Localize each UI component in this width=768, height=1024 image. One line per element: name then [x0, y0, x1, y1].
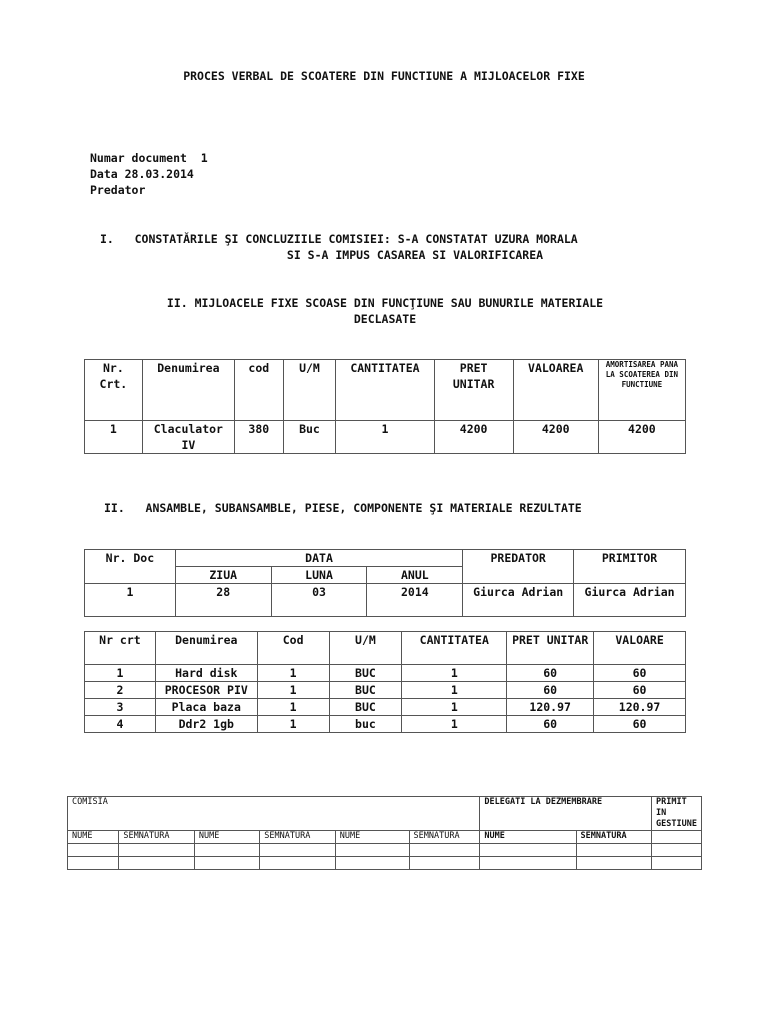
cell-cantitatea: 1 — [402, 699, 507, 716]
semnatura-label: SEMNATURA — [576, 831, 652, 844]
cell-cod: 380 — [234, 421, 283, 454]
table-row — [85, 699, 686, 716]
cell-predator: Giurca Adrian — [463, 584, 574, 617]
cell-valoare: 60 — [594, 682, 686, 699]
empty-cell — [409, 857, 480, 870]
empty-cell — [68, 844, 119, 857]
document-meta — [90, 150, 208, 198]
header-um: U/M — [329, 632, 402, 665]
nume-label: NUME — [68, 831, 119, 844]
empty-cell — [652, 844, 702, 857]
header-anul: ANUL — [367, 567, 463, 584]
cell-nr: 2 — [85, 682, 156, 699]
cell-pret: 60 — [507, 665, 594, 682]
cell-um: BUC — [329, 682, 402, 699]
table-row — [85, 665, 686, 682]
cell-anul: 2014 — [367, 584, 463, 617]
header-predator: PREDATOR — [463, 550, 574, 584]
cell-um: buc — [329, 716, 402, 733]
header-data: DATA — [175, 550, 462, 567]
cell-primitor: Giurca Adrian — [574, 584, 686, 617]
header-valoarea: VALOAREA — [513, 360, 598, 421]
cell-nr: 3 — [85, 699, 156, 716]
nume-label: NUME — [335, 831, 409, 844]
semnatura-label: SEMNATURA — [260, 831, 336, 844]
empty-cell — [480, 857, 576, 870]
table-row — [85, 421, 686, 454]
section-3-heading: II. ANSAMBLE, SUBANSAMBLE, PIESE, COMPONENTE ŞI MATERIALE REZULTATE — [104, 501, 582, 515]
cell-cantitatea: 1 — [402, 716, 507, 733]
cell-valoare: 60 — [594, 665, 686, 682]
header-pret-unitar: PRET UNITAR — [434, 360, 513, 421]
header-primitor: PRIMITOR — [574, 550, 686, 584]
document-number: Numar document 1 — [90, 151, 208, 165]
empty-cell — [576, 857, 652, 870]
empty-cell — [119, 857, 195, 870]
section-1-line-1: I. CONSTATĂRILE ŞI CONCLUZIILE COMISIEI: S-A CONSTATAT UZURA MORALA — [100, 232, 578, 246]
section-2-line-2: DECLASATE — [353, 312, 417, 326]
cell-luna: 03 — [271, 584, 367, 617]
table-row — [85, 584, 686, 617]
header-cod: Cod — [257, 632, 329, 665]
empty-cell — [480, 844, 576, 857]
empty-cell — [260, 857, 336, 870]
delegati-label: DELEGATI LA DEZMEMBRARE — [480, 797, 652, 831]
empty-cell — [409, 844, 480, 857]
cell-valoare: 120.97 — [594, 699, 686, 716]
header-valoare: VALOARE — [594, 632, 686, 665]
components-table — [84, 631, 686, 733]
cell-cod: 1 — [257, 699, 329, 716]
cell-denumirea: Ddr2 1gb — [155, 716, 257, 733]
header-luna: LUNA — [271, 567, 367, 584]
commission-signature-table — [67, 796, 702, 870]
empty-cell — [119, 844, 195, 857]
nume-label: NUME — [480, 831, 576, 844]
cell-pret: 4200 — [434, 421, 513, 454]
empty-cell — [652, 857, 702, 870]
fixed-assets-table — [84, 359, 686, 454]
table-row — [85, 716, 686, 733]
signature-row — [68, 857, 702, 870]
empty-cell — [335, 857, 409, 870]
cell-cod: 1 — [257, 682, 329, 699]
cell-cantitatea: 1 — [336, 421, 434, 454]
header-amortisarea: AMORTISAREA PANA LA SCOATEREA DIN FUNCTIUNE — [598, 360, 685, 421]
empty-cell — [194, 844, 259, 857]
cell-um: BUC — [329, 699, 402, 716]
cell-nr: 1 — [85, 665, 156, 682]
cell-denumirea: Claculator IV — [142, 421, 234, 454]
nume-label: NUME — [194, 831, 259, 844]
semnatura-label: SEMNATURA — [119, 831, 195, 844]
cell-cod: 1 — [257, 665, 329, 682]
cell-denumirea: PROCESOR PIV — [155, 682, 257, 699]
header-um: U/M — [283, 360, 336, 421]
document-date: Data 28.03.2014 — [90, 167, 194, 181]
header-nr-crt: Nr. Crt. — [85, 360, 143, 421]
header-denumirea: Denumirea — [155, 632, 257, 665]
cell-valoarea: 4200 — [513, 421, 598, 454]
table-row — [85, 682, 686, 699]
section-1-heading — [100, 231, 700, 263]
semnatura-label: SEMNATURA — [409, 831, 480, 844]
empty-cell — [260, 844, 336, 857]
predator-label: Predator — [90, 183, 146, 197]
header-nr-crt: Nr crt — [85, 632, 156, 665]
cell-um: BUC — [329, 665, 402, 682]
cell-pret: 60 — [507, 682, 594, 699]
cell-nr: 1 — [85, 421, 143, 454]
header-ziua: ZIUA — [175, 567, 271, 584]
header-pret-unitar: PRET UNITAR — [507, 632, 594, 665]
cell-cod: 1 — [257, 716, 329, 733]
cell-ziua: 28 — [175, 584, 271, 617]
cell-nr: 4 — [85, 716, 156, 733]
section-1-line-2: SI S-A IMPUS CASAREA SI VALORIFICAREA — [286, 248, 544, 262]
empty-cell — [68, 857, 119, 870]
section-2-line-1: II. MIJLOACELE FIXE SCOASE DIN FUNCŢIUNE SAU BUNURILE MATERIALE — [166, 296, 604, 310]
cell-denumirea: Placa baza — [155, 699, 257, 716]
comisia-label: COMISIA — [68, 797, 480, 831]
cell-pret: 60 — [507, 716, 594, 733]
section-2-heading — [90, 295, 680, 327]
document-title: PROCES VERBAL DE SCOATERE DIN FUNCTIUNE A MIJLOACELOR FIXE — [183, 69, 585, 83]
header-denumirea: Denumirea — [142, 360, 234, 421]
cell-denumirea: Hard disk — [155, 665, 257, 682]
header-cantitatea: CANTITATEA — [336, 360, 434, 421]
header-cantitatea: CANTITATEA — [402, 632, 507, 665]
cell-valoare: 60 — [594, 716, 686, 733]
empty-cell — [194, 857, 259, 870]
empty-cell — [335, 844, 409, 857]
document-info-table — [84, 549, 686, 617]
cell-cantitatea: 1 — [402, 665, 507, 682]
signature-row — [68, 844, 702, 857]
empty-cell — [652, 831, 702, 844]
primit-label: PRIMIT IN GESTIUNE — [652, 797, 702, 831]
header-nr-doc: Nr. Doc — [85, 550, 176, 584]
cell-um: Buc — [283, 421, 336, 454]
cell-pret: 120.97 — [507, 699, 594, 716]
cell-amortisarea: 4200 — [598, 421, 685, 454]
empty-cell — [576, 844, 652, 857]
header-cod: cod — [234, 360, 283, 421]
cell-nr-doc: 1 — [85, 584, 176, 617]
cell-cantitatea: 1 — [402, 682, 507, 699]
